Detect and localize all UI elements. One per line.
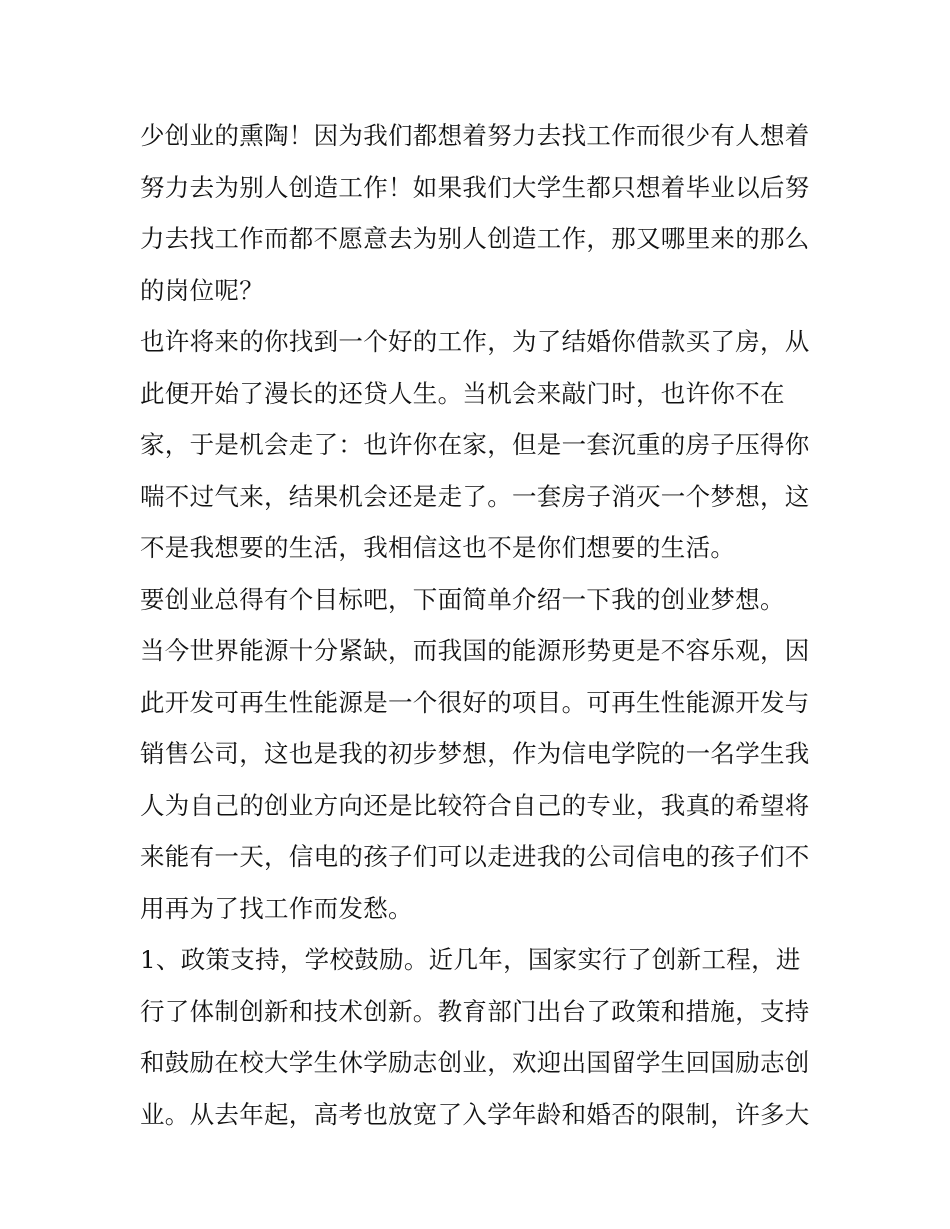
text-line: 和鼓励在校大学生休学励志创业，欢迎出国留学生回国励志创 [140,1048,810,1077]
text-line: 当今世界能源十分紧缺，而我国的能源形势更是不容乐观，因 [140,636,810,665]
text-line: 此开发可再生性能源是一个很好的项目。可再生性能源开发与 [140,687,810,717]
text-line: 销售公司，这也是我的初步梦想，作为信电学院的一名学生我 [140,739,810,768]
text-line: 用再为了找工作而发愁。 [140,893,413,923]
text-line: 力去找工作而都不愿意去为别人创造工作，那又哪里来的那么 [140,224,810,253]
text-line: 少创业的熏陶！因为我们都想着努力去找工作而很少有人想着 [140,121,810,150]
text-line: 的岗位呢？ [140,275,264,305]
text-line: 也许将来的你找到一个好的工作，为了结婚你借款买了房，从 [140,327,810,356]
text-line: 努力去为别人创造工作！如果我们大学生都只想着毕业以后努 [140,172,810,202]
text-line: 人为自己的创业方向还是比较符合自己的专业，我真的希望将 [140,790,810,820]
text-line: 家，于是机会走了：也许你在家，但是一套沉重的房子压得你 [140,430,810,459]
text-line: 来能有一天，信电的孩子们可以走进我的公司信电的孩子们不 [140,842,810,871]
document-body [140,110,820,1140]
text-line: 行了体制创新和技术创新。教育部门出台了政策和措施，支持 [140,996,810,1026]
text-line: 不是我想要的生活，我相信这也不是你们想要的生活。 [140,533,736,562]
text-line: 1、政策支持，学校鼓励。近几年，国家实行了创新工程，进 [140,945,801,974]
text-line: 此便开始了漫长的还贷人生。当机会来敲门时，也许你不在 [140,378,785,408]
text-line: 喘不过气来，结果机会还是走了。一套房子消灭一个梦想，这 [140,481,810,511]
text-line: 业。从去年起，高考也放宽了入学年龄和婚否的限制，许多大 [140,1099,810,1129]
text-line: 要创业总得有个目标吧，下面简单介绍一下我的创业梦想。 [140,584,785,614]
